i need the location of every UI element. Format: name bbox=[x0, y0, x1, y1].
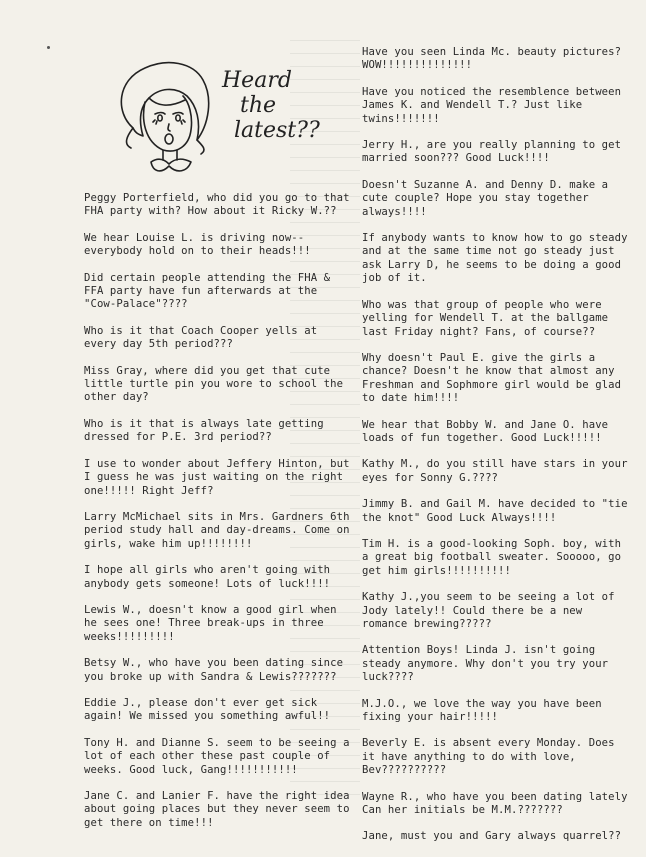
gossip-item: Larry McMichael sits in Mrs. Gardners 6th period study hall and day-dreams. Come on girls, wake him up!!!!!!!! bbox=[84, 510, 350, 550]
gossip-item: Jane, must you and Gary always quarrel?? bbox=[362, 830, 622, 843]
gossip-item: Jimmy B. and Gail M. have decided to "tie the knot" Good Luck Always!!!! bbox=[362, 498, 628, 524]
header-word-the: the bbox=[240, 93, 277, 118]
gossip-item: Jane C. and Lanier F. have the right idea about going places but they never seem to get there on time!!! bbox=[84, 790, 350, 829]
gossip-item: Tim H. is a good-looking Soph. boy, with a great big football sweater. Sooooo, go get him girls!!!!!!!!!! bbox=[362, 537, 622, 577]
right-column bbox=[362, 46, 632, 857]
gossip-item: Beverly E. is absent every Monday. Does it have anything to do with love, Bev?????????? bbox=[362, 737, 615, 777]
gossip-item: Kathy J.,you seem to be seeing a lot of Jody lately!! Could there be a new romance brewing????? bbox=[362, 591, 615, 630]
gossip-item: We hear Louise L. is driving now-- everybody hold on to their heads!!! bbox=[84, 231, 311, 258]
gossip-item: Lewis W., doesn't know a good girl when he sees one! Three break-ups in three weeks!!!!!!!!! bbox=[84, 603, 337, 643]
gossip-item: Why doesn't Paul E. give the girls a chance? Doesn't he know that almost any Freshman and Sophmore girl would be glad to date him!!!! bbox=[362, 351, 622, 405]
header-word-heard: Heard bbox=[222, 68, 292, 93]
gossip-item: Peggy Porterfield, who did you go to that FHA party with? How about it Ricky W.?? bbox=[84, 192, 350, 218]
gossip-item: Tony H. and Dianne S. seem to be seeing a lot of each other these past couple of weeks. Good luck, Gang!!!!!!!!!!! bbox=[84, 736, 350, 776]
left-column bbox=[84, 192, 354, 843]
gossip-item: Who was that group of people who were yelling for Wendell T. at the ballgame last Friday night? Fans, of course?? bbox=[362, 298, 609, 338]
gossip-item: Miss Gray, where did you get that cute little turtle pin you wore to school the other day? bbox=[84, 364, 344, 404]
gossip-item: I hope all girls who aren't going with anybody gets someone! Lots of luck!!!! bbox=[84, 564, 331, 590]
gossip-item: Have you seen Linda Mc. beauty pictures? WOW!!!!!!!!!!!!!! bbox=[362, 46, 622, 72]
gossip-item: Eddie J., please don't ever get sick again! We missed you something awful!! bbox=[84, 696, 331, 723]
gossip-item: Kathy M., do you still have stars in your eyes for Sonny G.???? bbox=[362, 458, 628, 484]
gossip-item: Jerry H., are you really planning to get married soon??? Good Luck!!!! bbox=[362, 139, 622, 165]
gossip-item: Who is it that is always late getting dressed for P.E. 3rd period?? bbox=[84, 417, 324, 444]
gossip-item: Have you noticed the resemblence between James K. and Wendell T.? Just like twins!!!!!!! bbox=[362, 85, 622, 125]
gossip-item: I use to wonder about Jeffery Hinton, but I guess he was just waiting on the right one!!!!! Right Jeff? bbox=[84, 457, 350, 497]
gossip-item: Wayne R., who have you been dating lately Can her initials be M.M.??????? bbox=[362, 790, 628, 817]
header-word-latest: latest?? bbox=[234, 118, 320, 143]
gossip-item: M.J.O., we love the way you have been fixing your hair!!!!! bbox=[362, 697, 602, 724]
gossip-item: Doesn't Suzanne A. and Denny D. make a cute couple? Hope you stay together always!!!! bbox=[362, 178, 609, 218]
gossip-item: Betsy W., who have you been dating since you broke up with Sandra & Lewis??????? bbox=[84, 657, 344, 683]
gossip-item: Attention Boys! Linda J. isn't going steady anymore. Why don't you try your luck???? bbox=[362, 644, 609, 684]
gossip-item: Who is it that Coach Cooper yells at every day 5th period??? bbox=[84, 324, 318, 351]
gossip-item: If anybody wants to know how to go steady and at the same time not go steady just ask Larry D, he seems to be doing a good job of it. bbox=[362, 232, 628, 285]
gossip-item: We hear that Bobby W. and Jane O. have loads of fun together. Good Luck!!!!! bbox=[362, 418, 609, 444]
punch-mark bbox=[47, 46, 50, 49]
gossip-item: Did certain people attending the FHA & FFA party have fun afterwards at the "Cow-Palace"???? bbox=[84, 271, 331, 311]
